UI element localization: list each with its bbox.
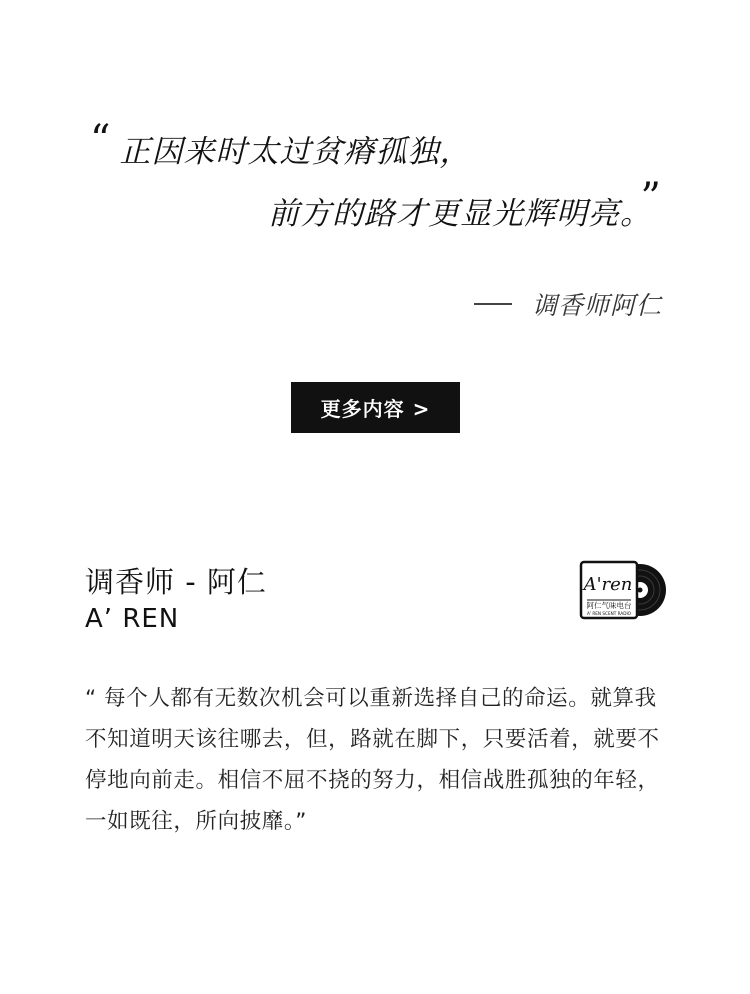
quote-attribution: [474, 286, 662, 322]
quote-line-1-text: 正因来时太过贫瘠孤独，: [119, 134, 472, 170]
featured-quote: [0, 0, 750, 360]
attribution-dash: [474, 303, 512, 305]
quote-line-2-text: 前方的路才更显光辉明亮。: [268, 196, 637, 232]
logo-script-text: A'ren: [583, 574, 633, 595]
logo-en-text: A' REN SCENT RADIO: [587, 611, 631, 616]
attribution-name: 调香师阿仁: [531, 291, 662, 320]
more-content-button[interactable]: 更多内容 >: [291, 382, 460, 433]
quote-line-2: [268, 175, 662, 233]
profile-english-name: A’ REN: [85, 604, 180, 634]
quote-line-1: [90, 117, 472, 171]
close-quote-mark: ”: [640, 175, 662, 221]
logo-cn-text: 阿仁气味电台: [586, 601, 632, 610]
profile-name: 调香师 - 阿仁: [85, 565, 267, 599]
open-quote-mark: “: [90, 117, 112, 163]
aren-scent-radio-logo: [578, 558, 670, 622]
profile-section: [0, 540, 750, 660]
bio-text: “ 每个人都有无数次机会可以重新选择自己的命运。就算我不知道明天该往哪去，但，路就在脚下，只要活着，就要不停地向前走。相信不屈不挠的努力，相信战胜孤独的年轻，一如既往，所向披靡。”: [85, 686, 660, 834]
